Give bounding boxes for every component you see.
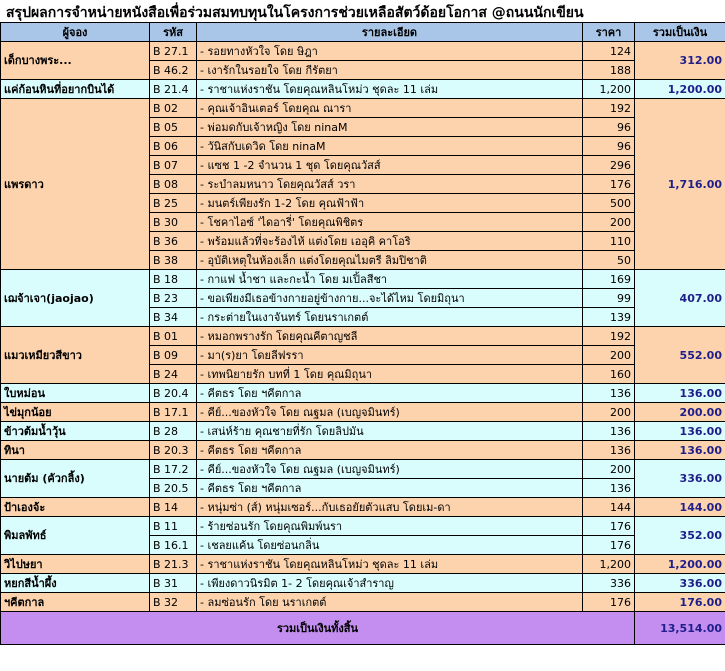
- detail-cell[interactable]: - อุบัติเหตุในห้องเล็ก แต่งโดยคุณไมตรี ลิมปิชาติ: [197, 251, 583, 270]
- detail-cell[interactable]: - วันิสกับเดวิด โดย ninaM: [197, 137, 583, 156]
- grand-total-label[interactable]: รวมเป็นเงินทั้งสิ้น: [1, 612, 635, 645]
- price-cell[interactable]: 200: [583, 460, 635, 479]
- grand-total-value[interactable]: 13,514.00: [635, 612, 725, 645]
- price-cell[interactable]: 99: [583, 289, 635, 308]
- detail-cell[interactable]: - โชคาไอซ์ 'ไดอารี่' โดยคุณพิชิตร: [197, 213, 583, 232]
- detail-cell[interactable]: - ระบำลมหนาว โดยคุณวัสส์ วรา: [197, 175, 583, 194]
- code-cell[interactable]: B 28: [150, 422, 197, 441]
- detail-cell[interactable]: - ลมซ่อนรัก โดย นราเกตต์: [197, 593, 583, 612]
- buyer-name-cell[interactable]: ใบหม่อน: [1, 384, 150, 403]
- group-total-cell[interactable]: 336.00: [635, 460, 725, 498]
- table-row: [1, 555, 725, 574]
- code-cell[interactable]: B 11: [150, 517, 197, 536]
- code-cell[interactable]: B 06: [150, 137, 197, 156]
- price-cell[interactable]: 500: [583, 194, 635, 213]
- detail-cell[interactable]: - ขอเพียงมีเธอข้างกายอยู่ข้างกาย...จะได้ไหม โดยมิถุนา: [197, 289, 583, 308]
- header-total[interactable]: รวมเป็นเงิน: [635, 23, 725, 42]
- code-cell[interactable]: B 36: [150, 232, 197, 251]
- code-cell[interactable]: B 27.1: [150, 42, 197, 61]
- buyer-name-cell[interactable]: ไข่มุกน้อย: [1, 403, 150, 422]
- price-cell[interactable]: 110: [583, 232, 635, 251]
- detail-cell[interactable]: - หมอกพรางรัก โดยคุณคีตาญชลี: [197, 327, 583, 346]
- group-total-cell[interactable]: 312.00: [635, 42, 725, 80]
- group-total-cell[interactable]: 1,200.00: [635, 555, 725, 574]
- detail-cell[interactable]: - ร้ายซ่อนรัก โดยคุณพิมพ์นรา: [197, 517, 583, 536]
- code-cell[interactable]: B 46.2: [150, 61, 197, 80]
- code-cell[interactable]: B 34: [150, 308, 197, 327]
- price-cell[interactable]: 200: [583, 213, 635, 232]
- price-cell[interactable]: 139: [583, 308, 635, 327]
- code-cell[interactable]: B 31: [150, 574, 197, 593]
- table-row: [1, 498, 725, 517]
- detail-cell[interactable]: - คีตธร โดย ฯคีตกาล: [197, 384, 583, 403]
- code-cell[interactable]: B 38: [150, 251, 197, 270]
- price-cell[interactable]: 96: [583, 137, 635, 156]
- detail-cell[interactable]: - หนุ่มซ่า (ส์) หนุ่มเซอร์...กับเธอยัยตัวแสบ โดยเม-ดา: [197, 498, 583, 517]
- buyer-name-cell[interactable]: วิไปษยา: [1, 555, 150, 574]
- header-row: [1, 23, 725, 42]
- table-row: [1, 593, 725, 612]
- code-cell[interactable]: B 17.2: [150, 460, 197, 479]
- group-total-cell[interactable]: 1,716.00: [635, 99, 725, 270]
- price-cell[interactable]: 188: [583, 61, 635, 80]
- buyer-name-cell[interactable]: พิมลพัทธ์: [1, 517, 150, 555]
- price-cell[interactable]: 136: [583, 384, 635, 403]
- price-cell[interactable]: 169: [583, 270, 635, 289]
- code-cell[interactable]: B 24: [150, 365, 197, 384]
- code-cell[interactable]: B 18: [150, 270, 197, 289]
- detail-cell[interactable]: - ราชาแห่งราชัน โดยคุณหลินโหม่ว ชุดละ 11 เล่ม: [197, 555, 583, 574]
- buyer-name-cell[interactable]: ป้าเองจ้ะ: [1, 498, 150, 517]
- table-row: [1, 99, 725, 118]
- price-cell[interactable]: 50: [583, 251, 635, 270]
- price-cell[interactable]: 296: [583, 156, 635, 175]
- table-row: [1, 460, 725, 479]
- header-price[interactable]: ราคา: [583, 23, 635, 42]
- detail-cell[interactable]: - แซช 1 -2 จำนวน 1 ชุด โดยคุณวัสส์: [197, 156, 583, 175]
- code-cell[interactable]: B 16.1: [150, 536, 197, 555]
- footer-row: [1, 612, 725, 645]
- buyer-name-cell[interactable]: แมวเหมียวสีขาว: [1, 327, 150, 384]
- header-code[interactable]: รหัส: [150, 23, 197, 42]
- detail-cell[interactable]: - เงารักในรอยใจ โดย กีรัตยา: [197, 61, 583, 80]
- buyer-name-cell[interactable]: ฯคีตกาล: [1, 593, 150, 612]
- group-total-cell[interactable]: 552.00: [635, 327, 725, 384]
- code-cell[interactable]: B 02: [150, 99, 197, 118]
- table-row: [1, 574, 725, 593]
- code-cell[interactable]: B 20.4: [150, 384, 197, 403]
- group-total-cell[interactable]: 352.00: [635, 517, 725, 555]
- price-cell[interactable]: 192: [583, 99, 635, 118]
- buyer-name-cell[interactable]: แพรดาว: [1, 99, 150, 270]
- price-cell[interactable]: 160: [583, 365, 635, 384]
- table-row: [1, 384, 725, 403]
- group-total-cell[interactable]: 1,200.00: [635, 80, 725, 99]
- table-row: [1, 270, 725, 289]
- detail-cell[interactable]: - เพียงดาวนิรมิต 1- 2 โดยคุณเจ้าสำราญ: [197, 574, 583, 593]
- buyer-name-cell[interactable]: ทินา: [1, 441, 150, 460]
- group-total-cell[interactable]: 136.00: [635, 422, 725, 441]
- header-detail[interactable]: รายละเอียด: [197, 23, 583, 42]
- detail-cell[interactable]: - รอยทางหัวใจ โดย ษิฎา: [197, 42, 583, 61]
- summary-table: [0, 22, 725, 645]
- code-cell[interactable]: B 08: [150, 175, 197, 194]
- price-cell[interactable]: 124: [583, 42, 635, 61]
- price-cell[interactable]: 192: [583, 327, 635, 346]
- price-cell[interactable]: 336: [583, 574, 635, 593]
- group-total-cell[interactable]: 200.00: [635, 403, 725, 422]
- code-cell[interactable]: B 21.3: [150, 555, 197, 574]
- price-cell[interactable]: 176: [583, 517, 635, 536]
- code-cell[interactable]: B 05: [150, 118, 197, 137]
- price-cell[interactable]: 200: [583, 346, 635, 365]
- detail-cell[interactable]: - คีย์...ของหัวใจ โดย ณฐมล (เบญจมินทร์): [197, 403, 583, 422]
- group-total-cell[interactable]: 136.00: [635, 384, 725, 403]
- code-cell[interactable]: B 23: [150, 289, 197, 308]
- table-row: [1, 80, 725, 99]
- price-cell[interactable]: 136: [583, 441, 635, 460]
- group-total-cell[interactable]: 136.00: [635, 441, 725, 460]
- price-cell[interactable]: 176: [583, 536, 635, 555]
- table-row: [1, 403, 725, 422]
- group-total-cell[interactable]: 176.00: [635, 593, 725, 612]
- group-total-cell[interactable]: 336.00: [635, 574, 725, 593]
- table-row: [1, 441, 725, 460]
- detail-cell[interactable]: - กระต่ายในเงาจันทร์ โดยนราเกตต์: [197, 308, 583, 327]
- detail-cell[interactable]: - เชลยแค้น โดยซ่อนกลิ่น: [197, 536, 583, 555]
- buyer-name-cell[interactable]: นายต้ม (คัวกลิ้ง): [1, 460, 150, 498]
- detail-cell[interactable]: - พ่อมดกับเจ้าหญิง โดย ninaM: [197, 118, 583, 137]
- code-cell[interactable]: B 32: [150, 593, 197, 612]
- price-cell[interactable]: 176: [583, 175, 635, 194]
- price-cell[interactable]: 136: [583, 479, 635, 498]
- detail-cell[interactable]: - ราชาแห่งราชัน โดยคุณหลินโหม่ว ชุดละ 11 เล่ม: [197, 80, 583, 99]
- detail-cell[interactable]: - มา(ร)ยา โดยลีฟรรา: [197, 346, 583, 365]
- table-row: [1, 422, 725, 441]
- buyer-name-cell[interactable]: แค่ก้อนหินที่อยากบินได้: [1, 80, 150, 99]
- table-row: [1, 327, 725, 346]
- price-cell[interactable]: 136: [583, 422, 635, 441]
- detail-cell[interactable]: - คีย์...ของหัวใจ โดย ณฐมล (เบญจมินทร์): [197, 460, 583, 479]
- page-title: สรุปผลการจำหน่ายหนังสือเพื่อร่วมสมทบทุนในโครงการช่วยเหลือสัตว์ด้อยโอกาส @ถนนนักเขียน: [6, 5, 584, 21]
- code-cell[interactable]: B 30: [150, 213, 197, 232]
- code-cell[interactable]: B 21.4: [150, 80, 197, 99]
- code-cell[interactable]: B 14: [150, 498, 197, 517]
- code-cell[interactable]: B 09: [150, 346, 197, 365]
- buyer-name-cell[interactable]: ข้าวต้มน้ำวุ้น: [1, 422, 150, 441]
- detail-cell[interactable]: - กาแฟ น้ำชา และกะน้ำ โดย มเปิ้ลสีชา: [197, 270, 583, 289]
- detail-cell[interactable]: - พร้อมแล้วที่จะร้องไห้ แต่งโดย เออุคิ คาโอริ: [197, 232, 583, 251]
- detail-cell[interactable]: - คีตธร โดย ฯคีตกาล: [197, 441, 583, 460]
- price-cell[interactable]: 176: [583, 593, 635, 612]
- code-cell[interactable]: B 25: [150, 194, 197, 213]
- title-row: [0, 0, 725, 23]
- group-total-cell[interactable]: 144.00: [635, 498, 725, 517]
- detail-cell[interactable]: - เทพนิยายรัก บทที่ 1 โดย คุณมิถุนา: [197, 365, 583, 384]
- group-total-cell[interactable]: 407.00: [635, 270, 725, 327]
- table-row: [1, 517, 725, 536]
- code-cell[interactable]: B 07: [150, 156, 197, 175]
- price-cell[interactable]: 1,200: [583, 80, 635, 99]
- table-row: [1, 42, 725, 61]
- detail-cell[interactable]: - คีตธร โดย ฯคีตกาล: [197, 479, 583, 498]
- table-body: [1, 42, 725, 612]
- detail-cell[interactable]: - มนตร์เพียงรัก 1-2 โดย คุณฟ้าฟ้า: [197, 194, 583, 213]
- buyer-name-cell[interactable]: เฌจ้าเจา(jaojao): [1, 270, 150, 327]
- detail-cell[interactable]: - เสน่ห์ร้าย คุณชายที่รัก โดยลิปมัน: [197, 422, 583, 441]
- price-cell[interactable]: 96: [583, 118, 635, 137]
- code-cell[interactable]: B 20.5: [150, 479, 197, 498]
- price-cell[interactable]: 144: [583, 498, 635, 517]
- detail-cell[interactable]: - คุณเจ้าอินเตอร์ โดยคุณ ณารา: [197, 99, 583, 118]
- buyer-name-cell[interactable]: หยกสีน้ำผึ้ง: [1, 574, 150, 593]
- price-cell[interactable]: 200: [583, 403, 635, 422]
- code-cell[interactable]: B 01: [150, 327, 197, 346]
- buyer-name-cell[interactable]: เด็กบางพระ...: [1, 42, 150, 80]
- code-cell[interactable]: B 20.3: [150, 441, 197, 460]
- price-cell[interactable]: 1,200: [583, 555, 635, 574]
- code-cell[interactable]: B 17.1: [150, 403, 197, 422]
- header-buyer[interactable]: ผู้จอง: [1, 23, 150, 42]
